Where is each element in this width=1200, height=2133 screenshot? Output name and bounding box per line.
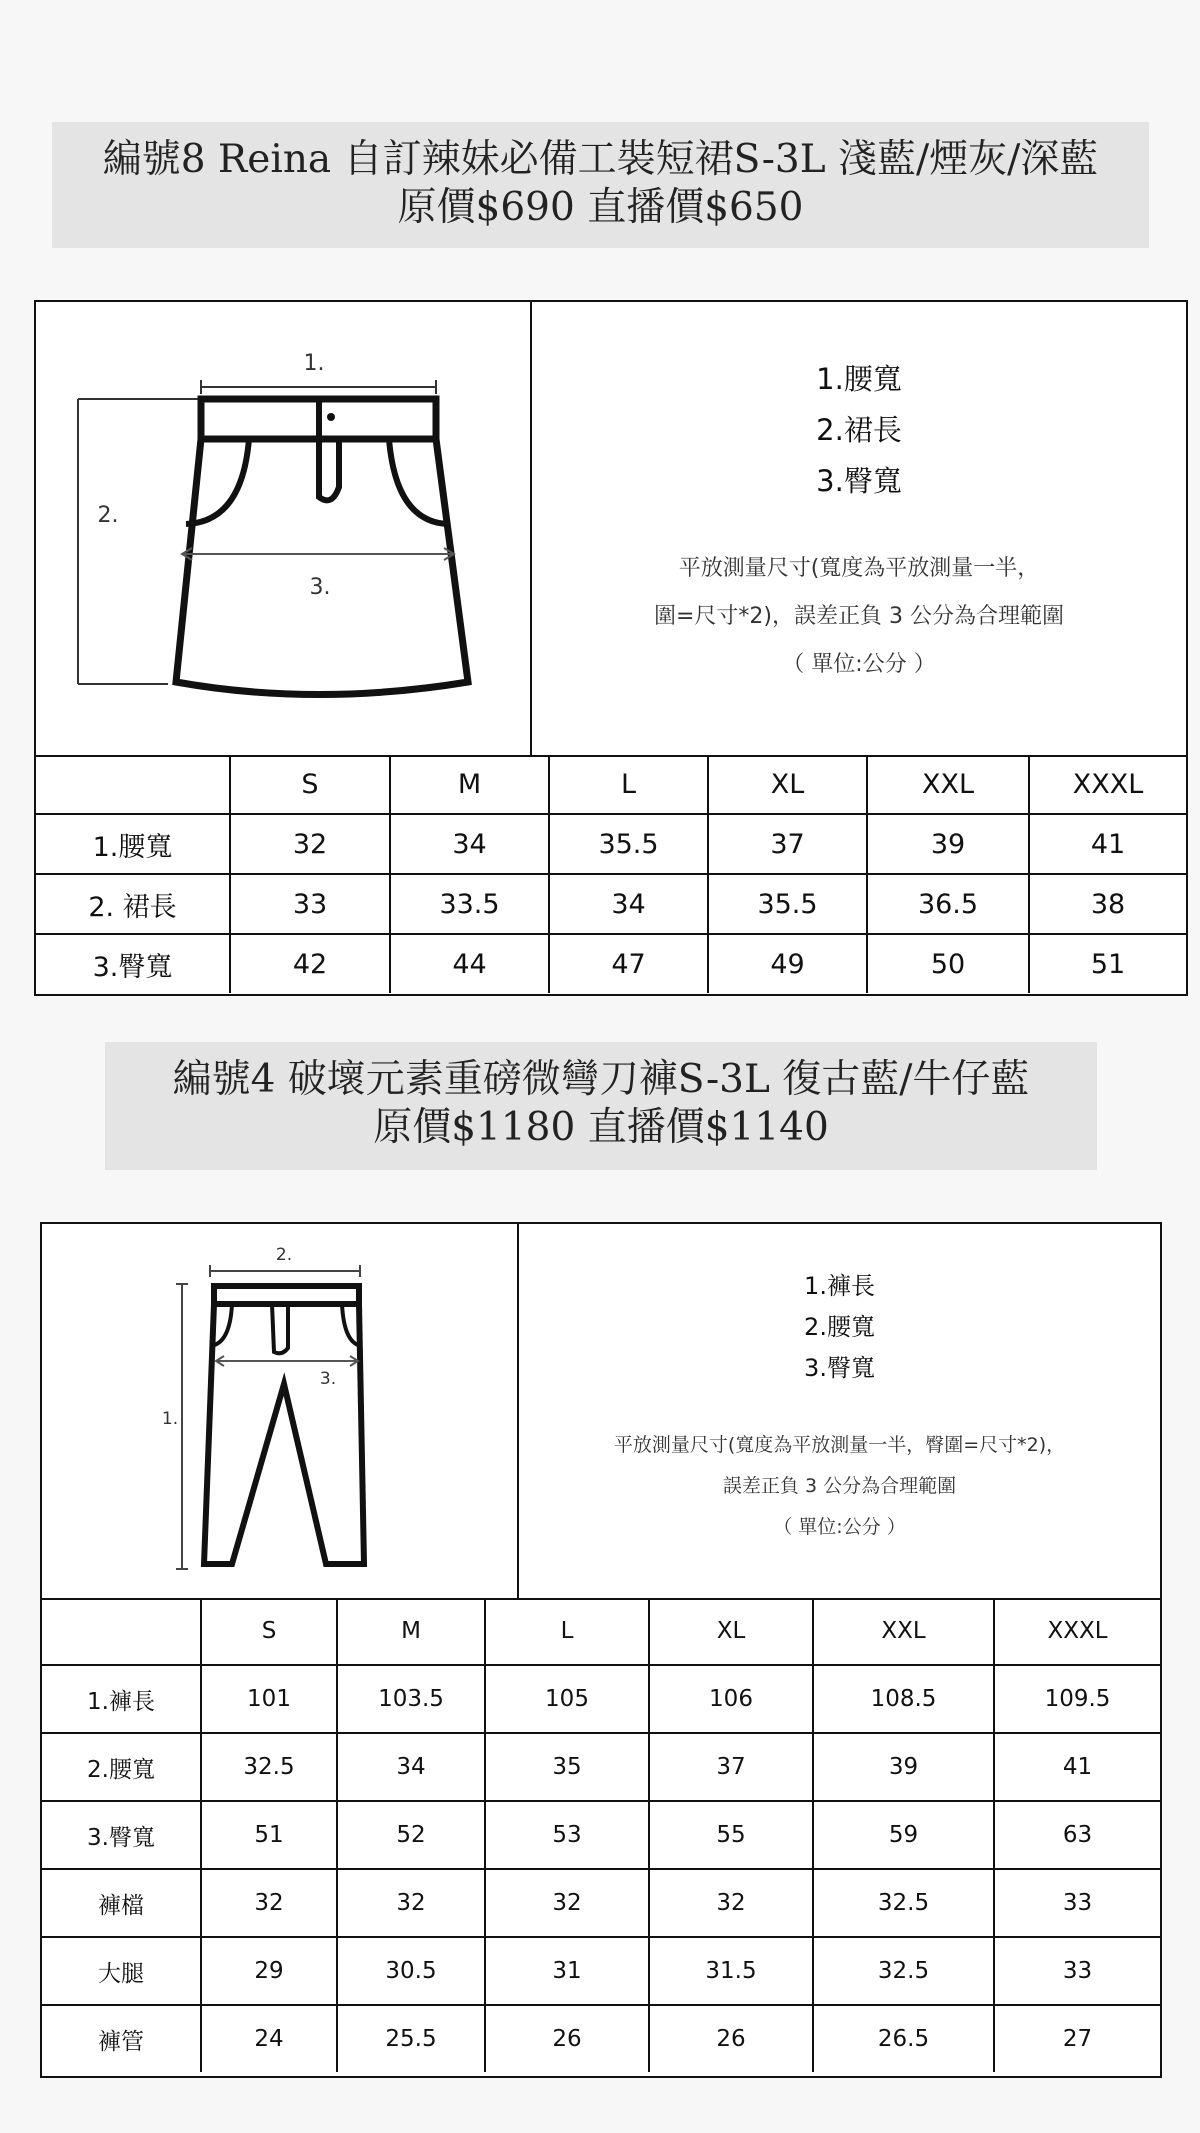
table-cell: 38 (1029, 874, 1186, 934)
size-header: XL (708, 755, 867, 814)
table-header-row (36, 755, 1186, 814)
table-row (42, 1665, 1160, 1733)
table-row (42, 1801, 1160, 1869)
table-cell: 29 (201, 1937, 337, 2005)
table-cell: 25.5 (337, 2005, 485, 2072)
pants-size-chart (40, 1222, 1162, 2078)
table-cell: 24 (201, 2005, 337, 2072)
table-row (36, 934, 1186, 993)
table-cell: 55 (649, 1801, 813, 1869)
skirt-size-table (36, 755, 1186, 993)
skirt-legend-item: 2.裙長 (816, 413, 902, 447)
pants-diagram-icon (42, 1224, 517, 1598)
row-label: 2. 裙長 (36, 874, 230, 934)
skirt-dim-label-3: 3. (309, 575, 331, 600)
pants-chart-header (42, 1224, 1160, 1600)
table-cell: 37 (708, 814, 867, 874)
size-header: L (485, 1598, 649, 1665)
table-cell: 33 (230, 874, 390, 934)
table-cell: 31.5 (649, 1937, 813, 2005)
table-cell: 49 (708, 934, 867, 993)
pants-note-line: 平放測量尺寸(寬度為平放測量一半，臀圍=尺寸*2)， (613, 1434, 1066, 1456)
table-cell: 30.5 (337, 1937, 485, 2005)
table-corner-cell (36, 755, 230, 814)
table-cell: 32.5 (813, 1937, 994, 2005)
skirt-dim-label-1: 1. (303, 351, 325, 376)
table-cell: 37 (649, 1733, 813, 1801)
table-cell: 35.5 (549, 814, 708, 874)
table-cell: 33.5 (390, 874, 549, 934)
table-row (42, 1869, 1160, 1937)
table-row (36, 814, 1186, 874)
table-cell: 26 (649, 2005, 813, 2072)
skirt-legend-item: 3.臀寬 (816, 464, 902, 498)
table-cell: 32 (201, 1869, 337, 1937)
table-cell: 109.5 (994, 1665, 1160, 1733)
table-cell: 32 (649, 1869, 813, 1937)
row-label: 大腿 (42, 1937, 201, 2005)
skirt-note-line: 平放測量尺寸(寬度為平放測量一半， (678, 556, 1040, 581)
table-cell: 51 (201, 1801, 337, 1869)
table-cell: 36.5 (867, 874, 1029, 934)
pants-measure-notes (519, 1425, 1160, 1548)
pants-legend-cell (519, 1224, 1160, 1598)
pants-unit-note: （ 單位:公分 ） (773, 1516, 906, 1538)
row-label: 褲管 (42, 2005, 201, 2072)
skirt-chart-header (36, 302, 1186, 757)
table-cell: 105 (485, 1665, 649, 1733)
table-cell: 52 (337, 1801, 485, 1869)
table-header-row (42, 1598, 1160, 1665)
table-cell: 39 (867, 814, 1029, 874)
product1-title-banner (52, 122, 1149, 248)
table-cell: 108.5 (813, 1665, 994, 1733)
product1-price: 原價$690 直播價$650 (397, 185, 804, 230)
product1-title: 編號8 Reina 自訂辣妹必備工裝短裙S-3L 淺藍/煙灰/深藍 (102, 137, 1099, 182)
pants-legend-item: 3.臀寬 (804, 1354, 875, 1382)
table-cell: 51 (1029, 934, 1186, 993)
pants-dim-label-1: 1. (161, 1409, 179, 1429)
table-cell: 26 (485, 2005, 649, 2072)
table-cell: 33 (994, 1937, 1160, 2005)
skirt-legend-item: 1.腰寬 (816, 362, 902, 396)
table-row (42, 1937, 1160, 2005)
table-cell: 59 (813, 1801, 994, 1869)
product2-title-banner (105, 1042, 1097, 1170)
table-cell: 32.5 (813, 1869, 994, 1937)
table-cell: 53 (485, 1801, 649, 1869)
size-header: XXL (867, 755, 1029, 814)
table-cell: 27 (994, 2005, 1160, 2072)
product2-title: 編號4 破壞元素重磅微彎刀褲S-3L 復古藍/牛仔藍 (172, 1057, 1030, 1102)
size-header: XXXL (1029, 755, 1186, 814)
table-cell: 42 (230, 934, 390, 993)
table-row (42, 2005, 1160, 2072)
table-cell: 63 (994, 1801, 1160, 1869)
table-row (42, 1733, 1160, 1801)
size-header: L (549, 755, 708, 814)
pants-dim-label-2: 2. (275, 1245, 293, 1265)
row-label: 3.臀寬 (42, 1801, 201, 1869)
skirt-note-line: 圍=尺寸*2)，誤差正負 3 公分為合理範圍 (654, 604, 1064, 629)
table-cell: 101 (201, 1665, 337, 1733)
table-cell: 35 (485, 1733, 649, 1801)
table-cell: 33 (994, 1869, 1160, 1937)
table-cell: 44 (390, 934, 549, 993)
pants-diagram-cell (42, 1224, 519, 1598)
row-label: 1.腰寬 (36, 814, 230, 874)
table-cell: 103.5 (337, 1665, 485, 1733)
skirt-legend-cell (532, 302, 1186, 755)
table-cell: 34 (337, 1733, 485, 1801)
pants-size-table (42, 1598, 1160, 2072)
size-header: XXXL (994, 1598, 1160, 1665)
table-cell: 32.5 (201, 1733, 337, 1801)
table-cell: 31 (485, 1937, 649, 2005)
product2-price: 原價$1180 直播價$1140 (373, 1105, 829, 1150)
table-cell: 50 (867, 934, 1029, 993)
table-cell: 26.5 (813, 2005, 994, 2072)
skirt-measure-notes (532, 545, 1186, 689)
size-header: XXL (813, 1598, 994, 1665)
row-label: 1.褲長 (42, 1665, 201, 1733)
skirt-dim-label-2: 2. (97, 503, 119, 528)
pants-dim-label-3: 3. (319, 1369, 337, 1389)
table-cell: 39 (813, 1733, 994, 1801)
table-cell: 32 (230, 814, 390, 874)
table-cell: 41 (994, 1733, 1160, 1801)
table-row (36, 874, 1186, 934)
table-cell: 34 (549, 874, 708, 934)
skirt-size-chart (34, 300, 1188, 996)
size-header: M (337, 1598, 485, 1665)
skirt-unit-note: （ 單位:公分 ） (782, 652, 936, 677)
row-label: 3.臀寬 (36, 934, 230, 993)
size-header: M (390, 755, 549, 814)
table-cell: 32 (337, 1869, 485, 1937)
row-label: 褲檔 (42, 1869, 201, 1937)
table-cell: 32 (485, 1869, 649, 1937)
pants-legend-item: 2.腰寬 (804, 1313, 875, 1341)
skirt-diagram-cell (36, 302, 532, 755)
size-header: XL (649, 1598, 813, 1665)
table-cell: 47 (549, 934, 708, 993)
table-cell: 106 (649, 1665, 813, 1733)
table-cell: 41 (1029, 814, 1186, 874)
pants-legend-item: 1.褲長 (804, 1272, 875, 1300)
size-header: S (201, 1598, 337, 1665)
size-header: S (230, 755, 390, 814)
table-cell: 35.5 (708, 874, 867, 934)
pants-note-line: 誤差正負 3 公分為合理範圍 (722, 1475, 957, 1497)
row-label: 2.腰寬 (42, 1733, 201, 1801)
table-corner-cell (42, 1598, 201, 1665)
table-cell: 34 (390, 814, 549, 874)
skirt-diagram-icon (36, 302, 530, 755)
